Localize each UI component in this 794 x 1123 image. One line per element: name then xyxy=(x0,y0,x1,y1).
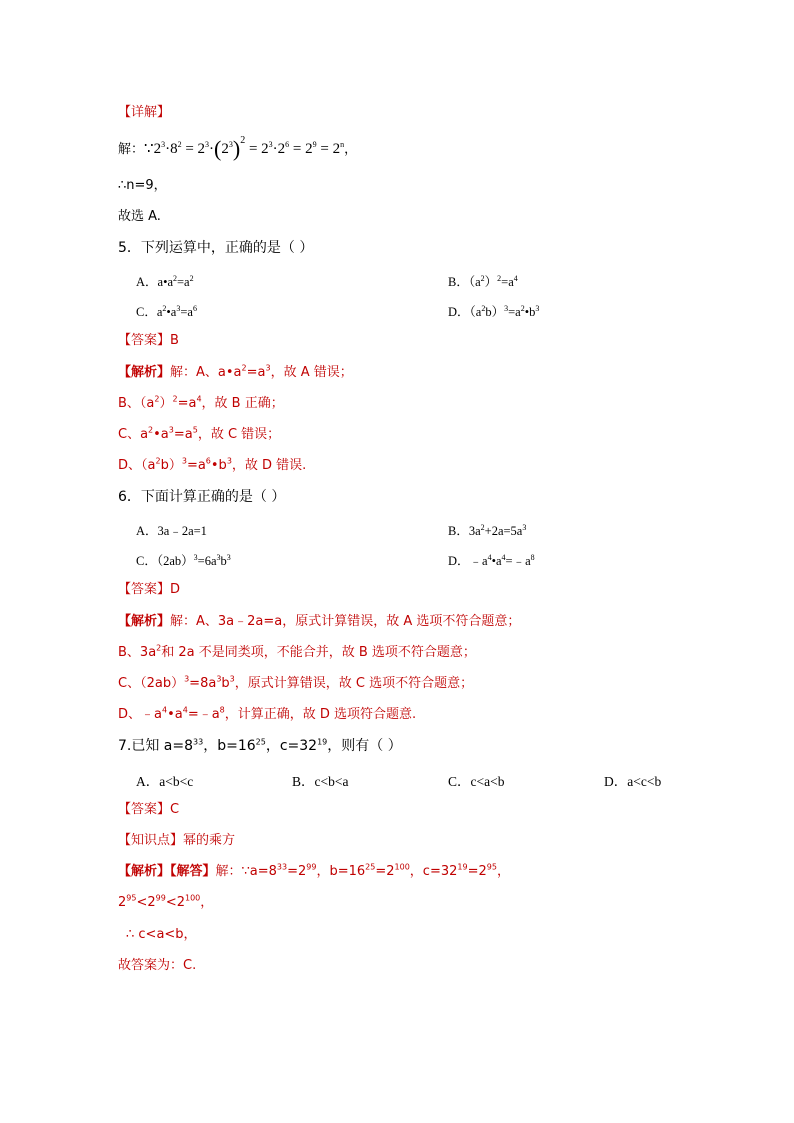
q7-question: 7.已知 $a=8^{33}$，$b=16^{25}$，$c=32^{19}$，则有（ ） xyxy=(118,737,402,754)
q6-analysis-1: 【解析】解：A、3a﹣2a=a，原式计算错误，故 A 选项不符合题意； xyxy=(118,614,521,629)
q5-option-c: C．$a^2•a^3=a^6$ xyxy=(136,303,197,319)
q6-analysis-2: B、$3a^2$和 2a 不是同类项，不能合并，故 B 选项不符合题意； xyxy=(118,643,476,660)
q4-therefore: ∴n=9， xyxy=(118,178,167,193)
q5-analysis-1: 【解析】解：A、$a•a^2=a^3$，故 A 错误； xyxy=(118,363,353,380)
q6-option-d: D．$﹣a^4•a^4=﹣a^8$ xyxy=(448,552,535,568)
q7-analysis-3: ∴ c<a<b， xyxy=(126,927,197,942)
q7-option-a: A．a<b<c xyxy=(136,774,194,789)
q7-analysis-1: 【解析】【解答】解：$\because a=8^{33}=2^{99}$，$b=16^{25}=2^{100}$，$c=32^{19}=2^{95}$， xyxy=(118,862,510,879)
q5-answer: 【答案】B xyxy=(118,333,179,348)
q5-option-d: D．$(a^2b)^3=a^2•b^3$ xyxy=(448,303,540,319)
q7-option-b: B．c<b<a xyxy=(292,774,349,789)
detail-header: 【详解】 xyxy=(118,105,171,120)
q5-analysis-2: B、$(a^2)^2=a^4$，故 B 正确； xyxy=(118,394,284,411)
q6-question: 6．下面计算正确的是（ ） xyxy=(118,489,286,505)
q5-analysis-3: C、$a^2•a^3=a^5$，故 C 错误； xyxy=(118,425,281,442)
q6-answer: 【答案】D xyxy=(118,582,181,597)
q6-option-b: B．$3a^2+2a=5a^3$ xyxy=(448,522,527,538)
q7-analysis-4: 故答案为：C. xyxy=(118,958,197,973)
q6-option-c: C．$(2ab)^3=6a^3b^3$ xyxy=(136,552,231,568)
q7-option-d: D．a<c<b xyxy=(604,774,662,789)
q6-analysis-3: C、$(2ab)^3=8a^3b^3$，原式计算错误，故 C 选项不符合题意； xyxy=(118,674,474,691)
q6-analysis-4: D、$﹣a^4•a^4=﹣a^8$，计算正确，故 D 选项符合题意. xyxy=(118,705,417,722)
q5-option-a: A．$a•a^2=a^2$ xyxy=(136,273,194,289)
q4-choose: 故选 A. xyxy=(118,209,161,224)
q4-sol-prefix: 解： xyxy=(118,142,145,157)
q4-formula-line: 解：$\because 2^3\cdot 8^2 = 2^3\cdot(2^3)^2 = 2^3\cdot 2^6 = 2^9 = 2^n$， xyxy=(118,135,358,161)
q6-option-a: A．3a﹣2a=1 xyxy=(136,524,207,538)
because-symbol: ∵ xyxy=(144,141,154,157)
q5-option-b: B．$(a^2)^2=a^4$ xyxy=(448,273,518,289)
q7-knowledge: 【知识点】幂的乘方 xyxy=(118,833,236,848)
q7-analysis-2: $2^{95}<2^{99}<2^{100}$， xyxy=(118,893,214,910)
q5-analysis-4: D、$(a^2b)^3=a^6•b^3$，故 D 错误. xyxy=(118,456,307,473)
q5-question: 5．下列运算中，正确的是（ ） xyxy=(118,240,314,256)
q7-option-c: C．c<a<b xyxy=(448,774,505,789)
q7-answer: 【答案】C xyxy=(118,802,180,817)
